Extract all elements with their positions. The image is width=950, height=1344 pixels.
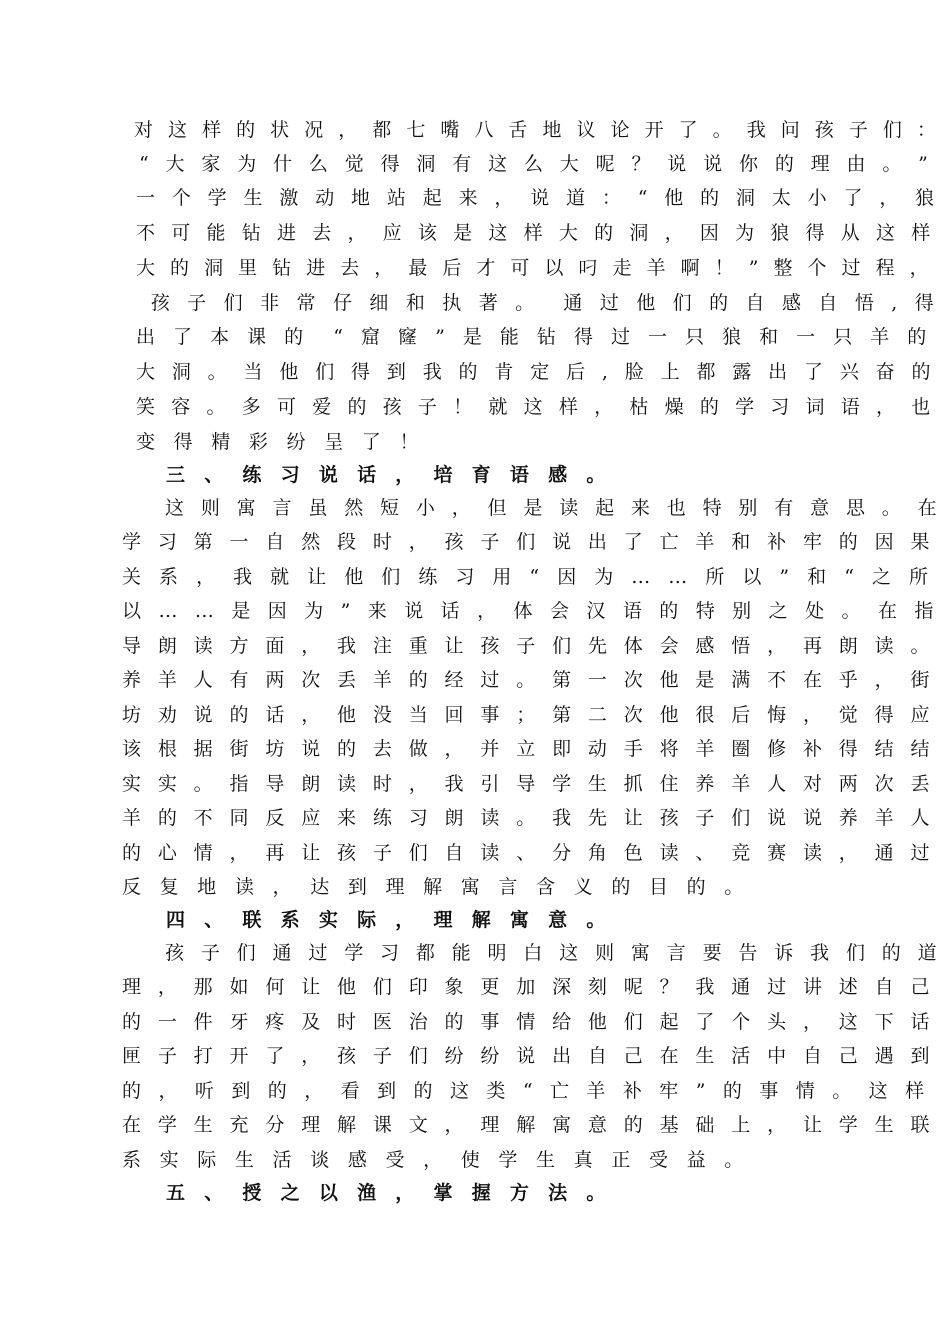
text-line: 坊 劝 说 的 话 ， 他 没 当 回 事 ； 第 二 次 他 很 后 悔 ， 觉 得 应 — [122, 704, 935, 726]
text-line: 的 心 情 ， 再 让 孩 子 们 自 读 、 分 角 色 读 、 竞 赛 读 ， 通 过 — [122, 842, 935, 864]
text-line: 羊 的 不 同 反 应 来 练 习 朗 读 。 我 先 让 孩 子 们 说 说 养 羊 人 — [122, 807, 935, 829]
text-line: 大 洞 。 当 他 们 得 到 我 的 肯 定 后 , 脸 上 都 露 出 了 兴 奋 的 — [136, 361, 936, 383]
text-line: 孩 子 们 通 过 学 习 都 能 明 白 这 则 寓 言 要 告 诉 我 们 的 道 — [165, 942, 943, 964]
text-line: 系 实 际 生 活 谈 感 受 ， 使 学 生 真 正 受 益 。 — [122, 1149, 750, 1171]
text-line: 学 习 第 一 自 然 段 时 ， 孩 子 们 说 出 了 亡 羊 和 补 牢 的 因 果 — [122, 531, 935, 553]
text-line: 对 这 样 的 状 况 ， 都 七 嘴 八 舌 地 议 论 开 了 。 我 问 孩 子 们 ： — [134, 119, 941, 141]
text-line: 实 实 。 指 导 朗 读 时 ， 我 引 导 学 生 抓 住 养 羊 人 对 两 次 丢 — [122, 773, 935, 795]
text-line: “ 大 家 为 什 么 觉 得 洞 有 这 么 大 呢 ？ 说 说 你 的 理 由 。 ” — [139, 153, 934, 175]
text-line: 这 则 寓 言 虽 然 短 小 ， 但 是 读 起 来 也 特 别 有 意 思 。 在 — [165, 497, 943, 519]
text-line: 在 学 生 充 分 理 解 课 文 ， 理 解 寓 意 的 基 础 上 ， 让 学 生 联 — [122, 1114, 935, 1136]
text-line: 养 羊 人 有 两 次 丢 羊 的 经 过 。 第 一 次 他 是 满 不 在 乎 ， 街 — [122, 669, 935, 691]
text-line: 以 … … 是 因 为 ” 来 说 话 ， 体 会 汉 语 的 特 别 之 处 。 在 指 — [122, 600, 940, 622]
text-line: 孩 子 们 非 常 仔 细 和 执 著 。 通 过 他 们 的 自 感 自 悟 , 得 — [139, 292, 940, 314]
section-heading: 三 、 练 习 说 话 ， 培 育 语 感 。 — [166, 464, 612, 486]
text-line: 一 个 学 生 激 动 地 站 起 来 ， 说 道 ： “ 他 的 洞 太 小 了 ， 狼 — [136, 187, 940, 209]
text-line: 反 复 地 读 ， 达 到 理 解 寓 言 含 义 的 目 的 。 — [122, 876, 750, 898]
text-line: 变 得 精 彩 纷 呈 了 ！ — [136, 431, 425, 453]
text-line: 出 了 本 课 的 “ 窟 窿 ” 是 能 钻 得 过 一 只 狼 和 一 只 羊 的 — [136, 326, 933, 348]
text-line: 不 可 能 钻 进 去 ， 应 该 是 这 样 大 的 洞 ， 因 为 狼 得 从 这 样 — [136, 222, 936, 244]
text-line: 该 根 据 街 坊 说 的 去 做 ， 并 立 即 动 手 将 羊 圈 修 补 得 结 结 — [122, 738, 935, 760]
text-line: 关 系 ， 我 就 让 他 们 练 习 用 “ 因 为 … … 所 以 ” 和 “ 之 所 — [122, 566, 935, 588]
text-line: 大 的 洞 里 钻 进 去 ， 最 后 才 可 以 叼 走 羊 啊 ！ ” 整 个 过 程 ， — [136, 257, 934, 279]
text-line: 匣 子 打 开 了 ， 孩 子 们 纷 纷 说 出 自 己 在 生 活 中 自 己 遇 到 — [122, 1045, 935, 1067]
text-line: 的 ， 听 到 的 ， 看 到 的 这 类 “ 亡 羊 补 牢 ” 的 事 情 。 这 样 — [122, 1080, 930, 1102]
text-line: 笑 容 。 多 可 爱 的 孩 子 ！ 就 这 样 ， 枯 燥 的 学 习 词 语 ， 也 — [136, 396, 936, 418]
section-heading: 四 、 联 系 实 际 ， 理 解 寓 意 。 — [166, 909, 612, 931]
section-heading: 五 、 授 之 以 渔 ， 掌 握 方 法 。 — [166, 1182, 612, 1204]
text-line: 的 一 件 牙 疼 及 时 医 治 的 事 情 给 他 们 起 了 个 头 ， 这 下 话 — [122, 1011, 935, 1033]
text-line: 导 朗 读 方 面 ， 我 注 重 让 孩 子 们 先 体 会 感 悟 ， 再 朗 读 。 — [122, 635, 935, 657]
text-line: 理 ， 那 如 何 让 他 们 印 象 更 加 深 刻 呢 ？ 我 通 过 讲 述 自 己 — [122, 976, 935, 998]
